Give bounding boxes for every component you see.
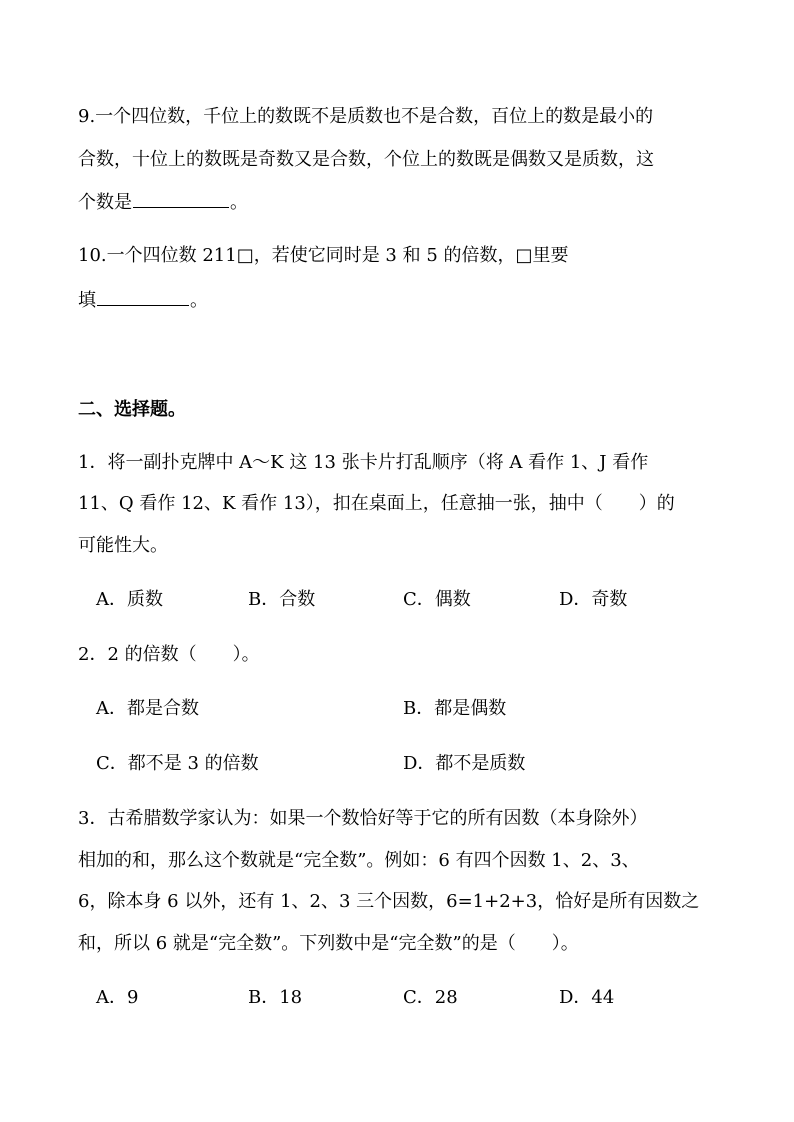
mc1-option-c[interactable]: C．偶数 [403,589,471,610]
mc3-option-b[interactable]: B．18 [248,987,303,1008]
section-title: 二、选择题。 [78,399,186,420]
q9-answer-blank[interactable] [133,189,229,208]
q9-line-1: 9.一个四位数，千位上的数既不是质数也不是合数，百位上的数是最小的 [78,106,654,127]
mc2-option-d[interactable]: D．都不是质数 [403,753,526,774]
mc2-line-1: 2．2 的倍数（ ）。 [78,644,260,665]
mc1-line-2: 11、Q 看作 12、K 看作 13），扣在桌面上，任意抽一张，抽中（ ）的 [78,493,675,514]
mc1-line-3: 可能性大。 [78,535,168,556]
mc1-option-b[interactable]: B．合数 [248,589,316,610]
q10-answer-blank[interactable] [97,287,189,306]
q9-line-3 [78,189,248,215]
mc3-line-4: 和，所以 6 就是“完全数”。下列数中是“完全数”的是（ ）。 [78,933,579,954]
mc3-option-c[interactable]: C．28 [403,987,458,1008]
mc1-option-d[interactable]: D．奇数 [559,589,628,610]
q10-line-2-end: 。 [190,290,208,311]
mc3-option-a[interactable]: A．9 [96,987,139,1008]
mc1-line-1: 1．将一副扑克牌中 A～K 这 13 张卡片打乱顺序（将 A 看作 1、J 看作 [78,452,649,473]
mc2-option-a[interactable]: A．都是合数 [96,698,199,719]
mc2-option-c[interactable]: C．都不是 3 的倍数 [96,753,259,774]
mc2-option-b[interactable]: B．都是偶数 [403,698,507,719]
q9-line-2: 合数，十位上的数既是奇数又是合数，个位上的数既是偶数又是质数，这 [78,149,654,170]
mc3-line-1: 3．古希腊数学家认为：如果一个数恰好等于它的所有因数（本身除外） [78,808,648,829]
mc3-line-3: 6，除本身 6 以外，还有 1、2、3 三个因数，6=1+2+3，恰好是所有因数之 [78,891,700,912]
mc3-line-2: 相加的和，那么这个数就是“完全数”。例如：6 有四个因数 1、2、3、 [78,850,640,871]
q10-line-2-text: 填 [78,290,96,311]
q10-line-1: 10.一个四位数 211□，若使它同时是 3 和 5 的倍数，□里要 [78,245,569,266]
q9-line-3-text: 个数是 [78,192,132,213]
mc1-option-a[interactable]: A．质数 [96,589,163,610]
q10-line-2 [78,287,208,313]
q9-line-3-end: 。 [230,192,248,213]
mc3-option-d[interactable]: D．44 [559,987,615,1008]
